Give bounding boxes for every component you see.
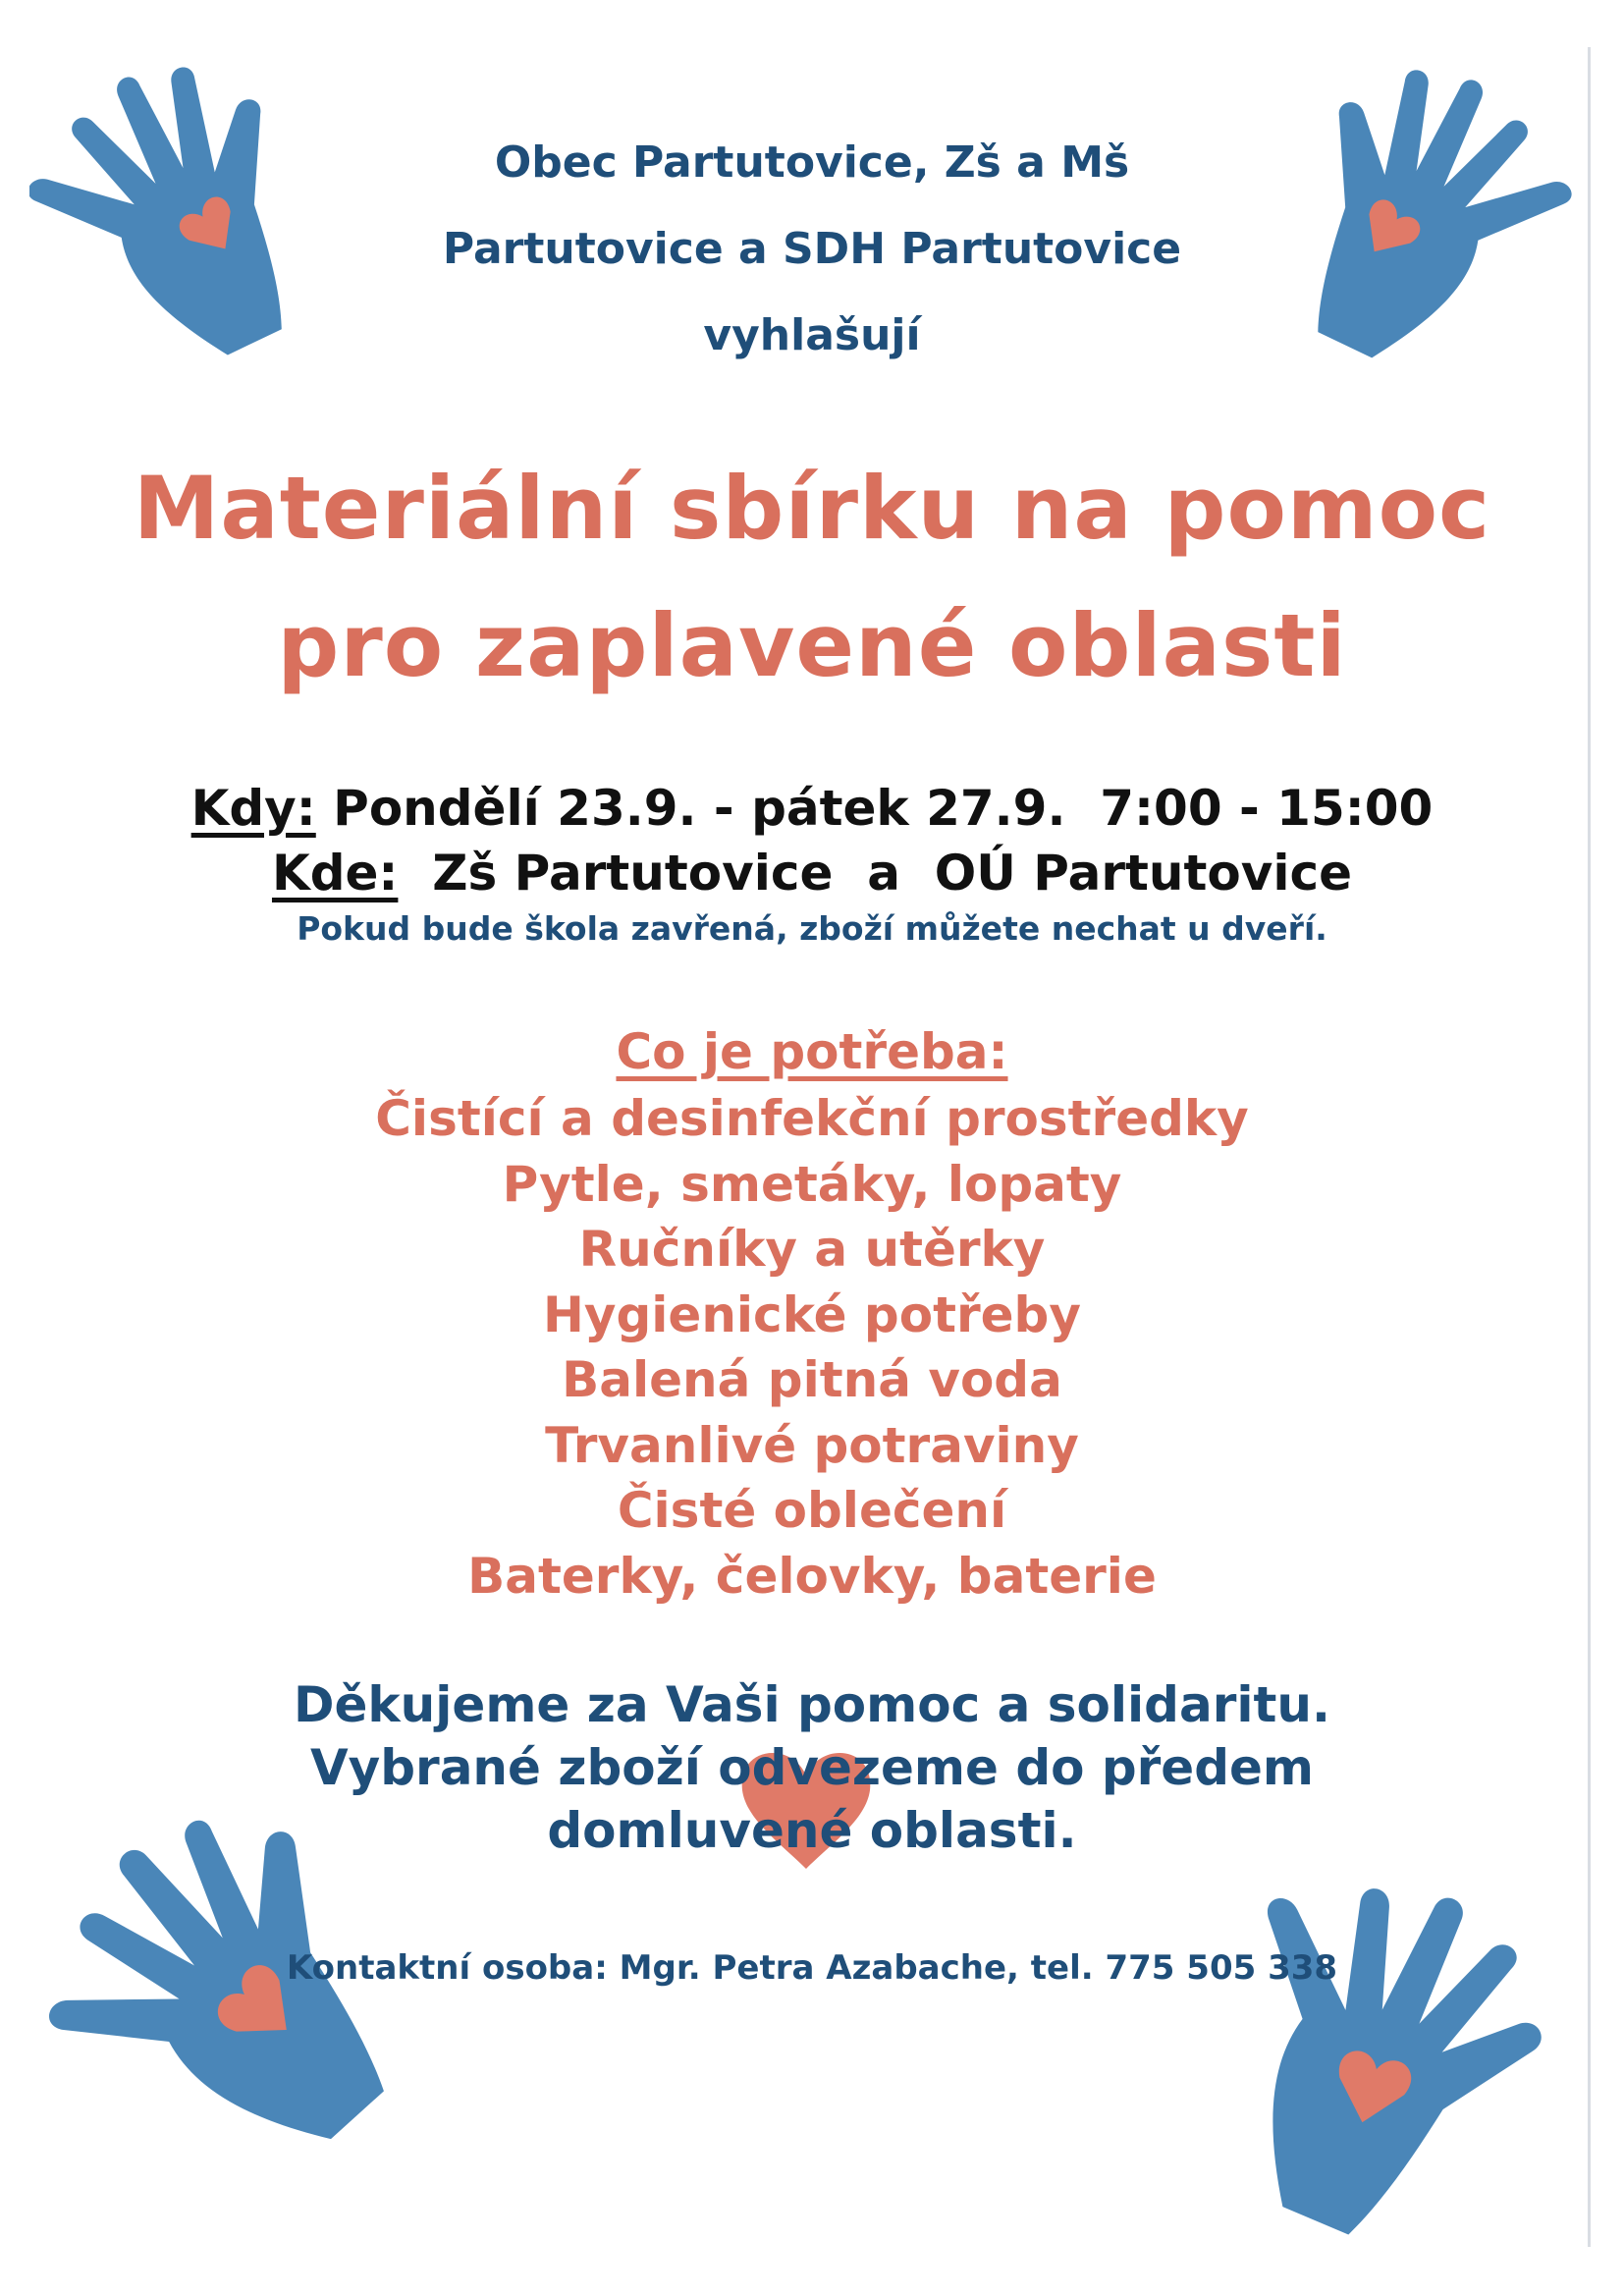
where-value: Zš Partutovice a OÚ Partutovice — [398, 845, 1353, 902]
list-item: Čistící a desinfekční prostředky — [375, 1090, 1249, 1147]
needs-heading: Co je potřeba: — [616, 1023, 1008, 1080]
closed-school-note: Pokud bude škola zavřená, zboží můžete nechat u dveří. — [297, 909, 1327, 948]
list-item: Hygienické potřeby — [543, 1285, 1081, 1343]
contact-person: Kontaktní osoba: Mgr. Petra Azabache, tel. 775 505 338 — [286, 1948, 1338, 1988]
organizers-intro — [0, 120, 1624, 379]
intro-line-2: Partutovice a SDH Partutovice — [442, 224, 1182, 274]
thanks-line-2: Vybrané zboží odvezeme do předem — [309, 1739, 1315, 1796]
thanks-line-3: domluvené oblasti. — [547, 1802, 1077, 1859]
title-line-1: Materiální sbírku na pomoc — [133, 458, 1491, 559]
needs-list — [0, 1086, 1624, 1609]
when-where-block — [0, 776, 1624, 905]
intro-line-3: vyhlašují — [703, 310, 921, 360]
list-item: Pytle, smetáky, lopaty — [502, 1155, 1122, 1213]
thanks-block — [0, 1673, 1624, 1862]
list-item: Čisté oblečení — [617, 1482, 1007, 1539]
when-line — [0, 776, 1624, 841]
title-line-2: pro zaplavené oblasti — [277, 595, 1347, 696]
flyer-title — [0, 440, 1624, 715]
when-label: Kdy: — [190, 780, 316, 837]
where-line — [0, 841, 1624, 905]
thanks-line-1: Děkujeme za Vaši pomoc a solidaritu. — [294, 1676, 1330, 1733]
list-item: Balená pitná voda — [562, 1351, 1062, 1408]
list-item: Ručníky a utěrky — [578, 1221, 1046, 1278]
list-item: Baterky, čelovky, baterie — [467, 1547, 1157, 1605]
list-item: Trvanlivé potraviny — [545, 1416, 1079, 1474]
when-value: Pondělí 23.9. - pátek 27.9. 7:00 - 15:00 — [315, 780, 1434, 837]
intro-line-1: Obec Partutovice, Zš a Mš — [494, 137, 1130, 188]
where-label: Kde: — [271, 845, 399, 902]
